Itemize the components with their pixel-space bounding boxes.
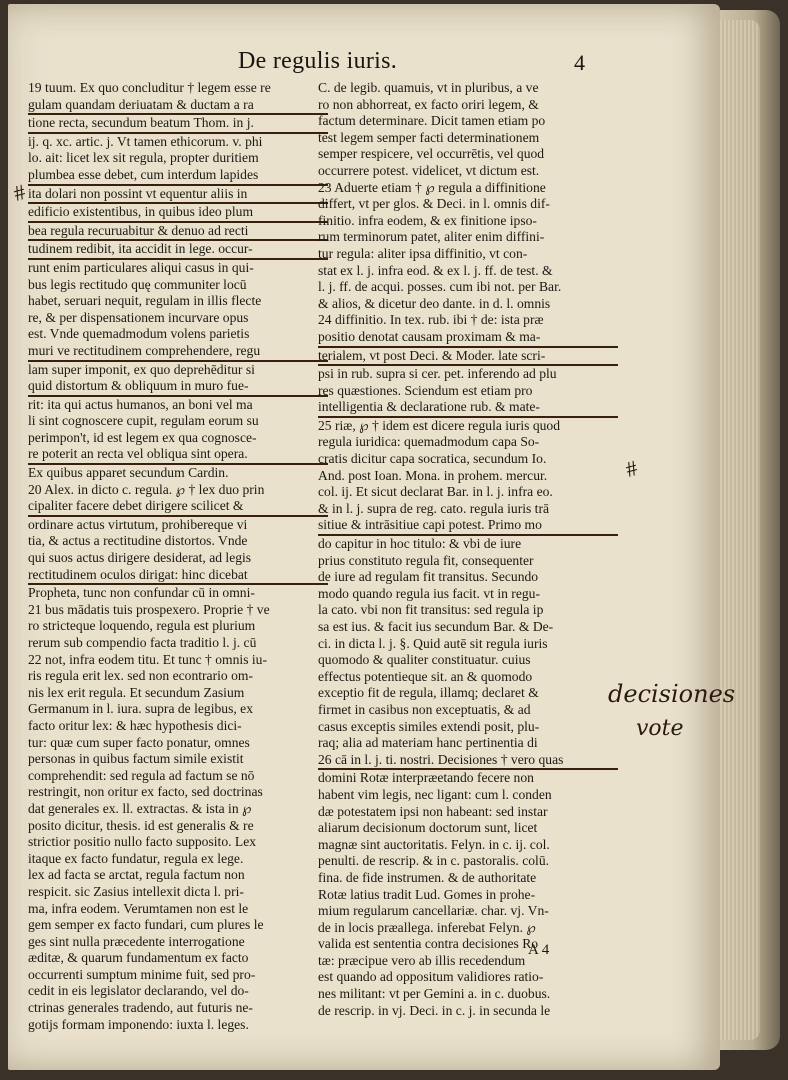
left-column [28, 80, 328, 1033]
text-line: ro stricteque loquendo, regula est plurium [28, 618, 256, 634]
text-line: And. post Ioan. Mona. in prohem. mercur. [318, 467, 548, 483]
text-line: Ex quibus apparet secundum Cardin. [28, 465, 229, 481]
text-line: ges sint nulla præcedente interrogatione [28, 933, 245, 949]
text-line: sitiue & intrāsitiue capi potest. Primo mo [318, 517, 618, 536]
text-line: ma, infra eodem. Verumtamen non est le [28, 900, 249, 916]
text-line: dæ potestatem ipsi non habeant: sed instar [318, 803, 548, 819]
text-line: ordinare actus virtutum, prohibereque vi [28, 516, 248, 532]
text-line: rum terminorum patet, aliter enim diffini- [318, 229, 545, 245]
text-line: est quando ad oppositum validiores ratio- [318, 969, 544, 985]
text-line: col. ij. Et sicut declarat Bar. in l. j. infra eo. [318, 484, 553, 500]
text-line: tur regula: aliter ipsa diffinitio, vt con- [318, 245, 528, 261]
text-line: bea regula recuruabitur & denuo ad recti [28, 223, 328, 242]
text-line: semper respicere, vel occurrētis, vel quod [318, 146, 545, 162]
text-line: 23 Aduerte etiam † ℘ regula a diffinitione [318, 179, 546, 195]
text-line: Rotæ latius tradit Lud. Gomes in prohe- [318, 886, 536, 902]
text-line: effectus potentieque sit. an & quomodo [318, 668, 533, 684]
text-line: rectitudinem oculos dirigat: hinc dicebat [28, 567, 328, 586]
text-line: & in l. j. supra de reg. cato. regula iuris trā [318, 500, 550, 516]
text-line: psi in rub. supra si cer. pet. inferendo ad plu [318, 366, 557, 382]
text-line: gulam quandam deriuatam & ductam a ra [28, 97, 328, 116]
text-line: occurrenti sumptum minime fuit, sed pro- [28, 966, 256, 982]
text-line: ro non abhorreat, ex facto oriri legem, & [318, 96, 539, 112]
text-line: 22 not, infra eodem titu. Et tunc † omnis iu- [28, 651, 267, 667]
text-line: tudinem redibit, ita accidit in lege. occur- [28, 241, 328, 260]
text-line: est. Vnde quemadmodum volens parietis [28, 326, 250, 342]
text-line: plumbea esse debet, cum interdum lapides [28, 167, 328, 186]
text-line: de rescrip. in vj. Deci. in c. j. in secunda le [318, 1002, 551, 1018]
text-line: 25 riæ, ℘ † idem est dicere regula iuris quod [318, 417, 561, 433]
text-line: exceptio fit de regula, illamq; declaret & [318, 685, 539, 701]
text-line: aliarum decisionum doctorum sunt, licet [318, 820, 538, 836]
text-line: gotijs formam imponendo: iuxta l. leges. [28, 1016, 249, 1032]
text-line: bus legis rectitudo quę communiter locū [28, 276, 247, 292]
text-line: edificio existentibus, in quibus ideo plum [28, 204, 328, 223]
right-column [318, 80, 618, 1019]
text-line: modo quando regula ius facit. vt in regu- [318, 585, 540, 601]
text-line: re, & per dispensationem incurvare opus [28, 309, 249, 325]
text-line: & alios, & dicetur deo dante. in d. l. omnis [318, 295, 551, 311]
text-line: personas in quibus factum simile existit [28, 751, 244, 767]
text-line: Propheta, tunc non confundar cū in omni- [28, 585, 255, 601]
text-line: occurrere potest. videlicet, vt dictum est. [318, 162, 540, 178]
text-line: fina. de fide instrumen. & de authoritate [318, 869, 537, 885]
text-line: magnæ sint auctoritatis. Felyn. in c. ij. col. [318, 836, 550, 852]
text-line: perimpon't, id est legem ex qua cognosce- [28, 429, 257, 445]
text-line: tæ: præcipue vero ab illis recedendum [318, 952, 526, 968]
text-line: test legem semper facti determinationem [318, 129, 540, 145]
text-line: facto oritur lex: & hæc hypothesis dici- [28, 717, 242, 733]
text-line: restringit, non oritur ex facto, sed doctrinas [28, 784, 263, 800]
text-line: rerum sub compendio facta traditio l. j. cū [28, 635, 257, 650]
text-line: respicit. sic Zasius intellexit dicta l. pri- [28, 883, 244, 899]
text-line: do capitur in hoc titulo: & vbi de iure [318, 536, 522, 552]
book-page [8, 4, 736, 1070]
text-line: finitio. infra eodem, & ex finitione ipso- [318, 212, 537, 228]
text-line: de in locis præallega. inferebat Felyn. ℘ [318, 919, 536, 935]
text-line: tione recta, secundum beatum Thom. in j. [28, 115, 328, 134]
text-line: raq; alia ad materiam hanc pertinentia di [318, 735, 538, 751]
text-line: terialem, vt post Deci. & Moder. late scri- [318, 348, 618, 367]
margin-note-vote: vote [636, 716, 684, 741]
text-line: cedit in eis legislator declarando, vel do- [28, 983, 249, 999]
text-line: de iure ad regulam fit transitus. Secundo [318, 569, 539, 585]
text-line: ita dolari non possint vt equentur aliis in [28, 186, 328, 205]
text-line: firmet in casibus non exceptuatis, & ad [318, 701, 531, 717]
text-line: Germanum in l. iura. supra de legibus, ex [28, 701, 253, 717]
text-line: nis lex erit regula. Et secundum Zasium [28, 684, 245, 700]
text-line: tur: quæ cum super facto ponatur, omnes [28, 734, 250, 750]
text-line: ij. q. xc. artic. j. Vt tamen ethicorum. v. phi [28, 133, 263, 149]
text-line: itaque ex facto fundatur, regula ex lege. [28, 850, 244, 866]
text-line: nes militant: vt per Gemini a. in c. duobus. [318, 986, 551, 1002]
running-header: De regulis iuris. [238, 48, 398, 74]
text-line: domini Rotæ interpræetando fecere non [318, 770, 534, 786]
text-line: 24 diffinitio. In tex. rub. ibi † de: ista præ [318, 312, 544, 328]
text-line: dat generales ex. ll. extractas. & ista in ℘ [28, 800, 252, 816]
text-line: C. de legib. quamuis, vt in pluribus, a ve [318, 80, 539, 95]
text-line: quomodo & qualiter constituatur. cuius [318, 652, 531, 668]
text-line: 20 Alex. in dicto c. regula. ℘ † lex duo prin [28, 481, 265, 497]
text-line: intelligentia & declaratione rub. & mate- [318, 399, 618, 418]
text-line: 21 bus mādatis tuis prospexero. Proprie † ve [28, 601, 270, 617]
text-line: stat ex l. j. infra eod. & ex l. j. ff. de test. & [318, 262, 553, 278]
text-line: posito dicitur, thesis. id est generalis & re [28, 817, 254, 833]
text-line: regula iuridica: quemadmodum capa So- [318, 434, 540, 450]
text-line: qui suos actus dirigere desiderat, ad legis [28, 550, 252, 566]
text-line: rit: ita qui actus humanos, an boni vel ma [28, 396, 253, 412]
text-line: res quæstiones. Sciendum est etiam pro [318, 382, 533, 398]
text-line: penulti. de rescrip. & in c. pastoralis. colū. [318, 853, 550, 869]
text-line: mium regularum cancellariæ. char. vj. Vn- [318, 903, 549, 919]
text-line: la cato. vbi non fit transitus: sed regula ip [318, 602, 544, 618]
text-line: æditæ, & quarum fundamentum ex facto [28, 950, 249, 966]
text-line: factum determinare. Dicit tamen etiam po [318, 113, 546, 129]
text-line: lam super imponit, ex quo deprehēditur si [28, 361, 255, 377]
text-line: lo. ait: licet lex sit regula, propter duritiem [28, 150, 259, 166]
text-line: casus exceptis similes extendi posit, plu- [318, 718, 540, 734]
text-line: l. j. ff. de acqui. posses. cum ibi not. per Bar. [318, 279, 562, 295]
text-line: lex ad facta se arctat, regula factum non [28, 867, 245, 883]
text-line: 19 tuum. Ex quo concluditur † legem esse re [28, 80, 271, 95]
text-line: comprehendit: sed regula ad factum se nō [28, 767, 255, 783]
text-line: valida est sententia contra decisiones Ro [318, 936, 539, 952]
text-line: sa est ius. & facit ius secundum Bar. & De- [318, 619, 554, 634]
page-number: 4 [574, 50, 585, 75]
text-line: cratis dicitur capa socratica, secundum Io. [318, 451, 547, 467]
text-line: differt, vt per glos. & Deci. in l. omnis dif- [318, 196, 550, 212]
text-line: prius constituto regula fit, consequenter [318, 552, 534, 568]
hash-mark-right: # [622, 455, 640, 483]
margin-note-decisiones: decisiones [608, 680, 736, 708]
text-line: habet, seruari nequit, regulam in illis flecte [28, 293, 262, 309]
text-line: quid distortum & obliquum in muro fue- [28, 378, 328, 397]
text-line: li sint cognoscere cupit, regulam eorum su [28, 413, 259, 429]
text-line: runt enim particulares aliqui casus in qui- [28, 259, 254, 275]
text-line: positio denotat causam proximam & ma- [318, 329, 618, 348]
text-line: cipaliter facere debet dirigere scilicet & [28, 498, 328, 517]
text-line: muri ve rectitudinem comprehendere, regu [28, 343, 328, 362]
text-line: gem semper ex facto fundari, cum plures le [28, 917, 264, 933]
text-line: ctrinas generales tradendo, aut futuris ne- [28, 1000, 253, 1016]
hash-mark-left: # [10, 179, 28, 207]
text-line: habent vim legis, nec ligant: cum l. conden [318, 786, 552, 802]
signature-mark: A 4 [528, 942, 550, 958]
text-line: ci. in dicta l. j. §. Quid autē sit regula iuris [318, 635, 548, 651]
text-line: ris regula erit lex. sed non econtrario om- [28, 668, 253, 684]
text-line: strictior positio nullo facto supposito. Lex [28, 834, 257, 850]
text-line: 26 cā in l. j. ti. nostri. Decisiones † vero quas [318, 752, 618, 771]
text-line: re poterit an recta vel obliqua sint opera. [28, 446, 328, 465]
text-line: tia, & actus a rectitudine distortos. Vnde [28, 533, 248, 549]
